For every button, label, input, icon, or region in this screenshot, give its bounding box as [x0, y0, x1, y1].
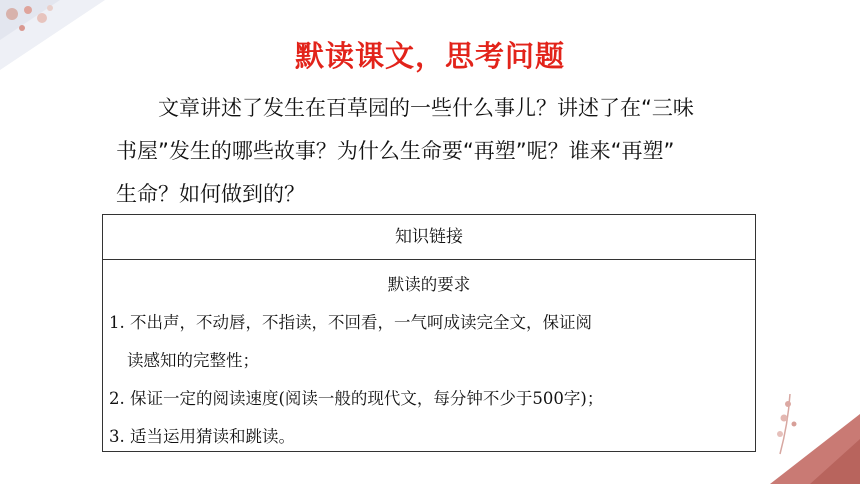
knowledge-box-subtitle: 默读的要求 [387, 275, 471, 294]
requirement-item-1: 1. 不出声，不动唇，不指读，不回看，一气呵成读完全文，保证阅 [109, 313, 592, 332]
knowledge-box-body [103, 260, 755, 456]
knowledge-link-box [102, 214, 756, 452]
knowledge-box-header: 知识链接 [103, 215, 755, 260]
requirement-item-3: 3. 适当运用猜读和跳读。 [109, 427, 295, 446]
page-title: 默读课文，思考问题 [294, 39, 565, 73]
question-paragraph [116, 87, 756, 216]
corner-decoration-bottom-right [750, 394, 860, 484]
requirement-item-1-continued: 读感知的完整性； [127, 351, 259, 370]
paragraph-line-1: 文章讲述了发生在百草园的一些什么事儿？讲述了在“三味 [158, 96, 694, 120]
paragraph-line-2: 书屋”发生的哪些故事？为什么生命要“再塑”呢？谁来“再塑” [116, 139, 675, 163]
requirement-item-2: 2. 保证一定的阅读速度(阅读一般的现代文，每分钟不少于500字)； [109, 389, 604, 408]
paragraph-line-3: 生命？如何做到的？ [116, 182, 305, 206]
